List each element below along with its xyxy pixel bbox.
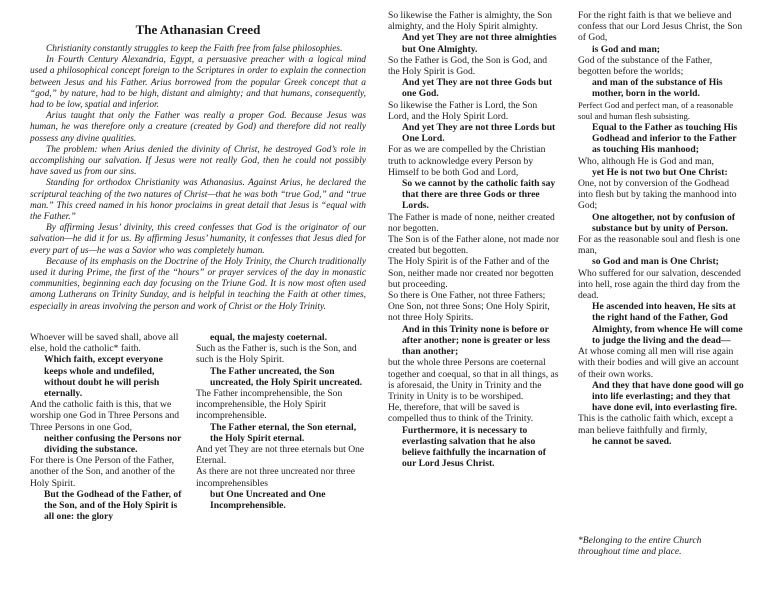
- intro-paragraph: In Fourth Century Alexandria, Egypt, a persuasive preacher with a logical mind used a philosophical concept foreign to the Scriptures in order to explain the connection between Jesus and his Father. Arius borrowed from the popular Greek concept that a “god,” by nature, had to be high, distant and almighty; and that humans, consequently, had to be low, spatial and inferior.: [30, 55, 366, 111]
- creed-line: So the Father is God, the Son is God, and the Holy Spirit is God.: [388, 54, 548, 78]
- intro-paragraph: Christianity constantly struggles to keep the Faith free from false philosophies.: [46, 44, 343, 54]
- page-title: The Athanasian Creed: [135, 22, 261, 37]
- creed-line: For there is One Person of the Father, another of the Son, and another of the Holy Spirit.: [30, 455, 175, 489]
- intro-text: [30, 44, 366, 313]
- intro-paragraph: Arius taught that only the Father was really a proper God. Because Jesus was human, he was therefore only a creature (created by God) and therefore did not really possess any divine qualities.: [30, 111, 366, 144]
- creed-line: At whose coming all men will rise again with their bodies and will give an account of their own works.: [578, 346, 739, 380]
- creed-line: God of the substance of the Father, begotten before the worlds;: [578, 54, 713, 78]
- creed-line: For the right faith is that we believe and confess that our Lord Jesus Christ, the Son of God,: [578, 10, 743, 44]
- creed-line: For as the reasonable soul and flesh is one man,: [578, 234, 740, 257]
- creed-line: The Holy Spirit is of the Father and of the Son, neither made nor created nor begotten but proceeding.: [388, 256, 554, 290]
- creed-line-bold: He ascended into heaven, He sits at the right hand of the Father, God Almighty, from whence He will come to judge the living and the dead—: [592, 301, 743, 346]
- creed-line-bold: And in this Trinity none is before or after another; none is greater or less than another;: [402, 323, 550, 358]
- creed-line: So likewise the Father is Lord, the Son Lord, and the Holy Spirit Lord.: [388, 99, 538, 122]
- creed-column-1: [30, 332, 182, 522]
- creed-line-bold: And yet They are not three almighties but One Almighty.: [402, 32, 557, 55]
- creed-line: Whoever will be saved shall, above all else, hold the catholic* faith.: [30, 332, 179, 355]
- creed-line-bold: equal, the majesty coeternal.: [210, 332, 327, 343]
- creed-line: One, not by conversion of the Godhead into flesh but by taking the manhood into God;: [578, 178, 737, 212]
- creed-line: but the whole three Persons are coeternal together and coequal, so that in all things, as is aforesaid, the Unity in Trinity and the Trinity in Unity is to be worshiped.: [388, 357, 559, 402]
- creed-line-bold: The Father uncreated, the Son uncreated, the Holy Spirit uncreated.: [210, 365, 363, 388]
- creed-line-bold: One altogether, not by confusion of substance but by unity of Person.: [592, 211, 736, 234]
- creed-column-3: [388, 10, 560, 469]
- intro-paragraph: By affirming Jesus’ divinity, this creed confesses that God is the originator of our salvation—he did it for us. By affirming Jesus’ humanity, it confesses that Jesus died for every part of us—he was a Savior who was completely human.: [30, 223, 366, 256]
- creed-column-4: [578, 10, 744, 447]
- creed-line: For as we are compelled by the Christian truth to acknowledge every Person by Himself to be both God and Lord,: [388, 144, 546, 178]
- creed-line-bold: But the Godhead of the Father, of the Son, and of the Holy Spirit is all one: the glory: [44, 488, 182, 523]
- creed-line-bold: Which faith, except everyone keeps whole and undefiled, without doubt he will perish eternally.: [44, 354, 163, 400]
- creed-line: So there is One Father, not three Fathers; One Son, not three Sons; One Holy Spirit, not three Holy Spirits.: [388, 290, 550, 324]
- creed-line: Who suffered for our salvation, descended into hell, rose again the third day from the dead.: [578, 267, 741, 302]
- creed-line-bold: so God and man is One Christ;: [592, 256, 719, 268]
- creed-line: So likewise the Father is almighty, the Son almighty, and the Holy Spirit almighty.: [388, 10, 553, 33]
- intro-paragraph: Because of its emphasis on the Doctrine of the Holy Trinity, the Church traditionally used it during Prime, the first of the “hours” or prayer services of the day in monastic communities, beginning each day focusing on the Triune God. It is now most often used among Lutherans on Trinity Sunday, and is helpful in teaching the Faith at other times, especially in areas involving the person and work of Christ or the Holy Trinity.: [30, 256, 366, 312]
- creed-line-bold: he cannot be saved.: [592, 435, 672, 447]
- creed-line-bold: And yet They are not three Lords but One Lord.: [402, 122, 556, 145]
- creed-line-bold: but One Uncreated and One Incomprehensible.: [210, 488, 326, 512]
- creed-line-bold: So we cannot by the catholic faith say that there are three Gods or three Lords.: [402, 178, 556, 212]
- creed-line-bold: And they that have done good will go into life everlasting; and they that have done evil, into everlasting fire.: [592, 379, 744, 414]
- creed-column-2: [196, 332, 366, 511]
- creed-line: The Father incomprehensible, the Son incomprehensible, the Holy Spirit incomprehensible.: [196, 388, 343, 422]
- creed-line-bold: and man of the substance of His mother, born in the world.: [592, 77, 723, 100]
- creed-line: The Son is of the Father alone, not made nor created but begotten.: [388, 234, 560, 257]
- creed-line: This is the catholic faith which, except a man believe faithfully and firmly,: [578, 413, 734, 436]
- creed-line-bold: Equal to the Father as touching His Godhead and inferior to the Father as touching His manhood;: [592, 122, 738, 156]
- creed-line-bold: neither confusing the Persons nor dividing the substance.: [44, 432, 182, 456]
- creed-line-bold: The Father eternal, the Son eternal, the Holy Spirit eternal.: [210, 421, 357, 444]
- creed-line-bold: yet He is not two but One Christ:: [592, 166, 728, 178]
- creed-line: Who, although He is God and man,: [578, 155, 714, 167]
- creed-line-bold: Furthermore, it is necessary to everlasting salvation that he also believe faithfully the incarnation of our Lord Jesus Christ.: [402, 424, 546, 470]
- creed-line-bold: is God and man;: [592, 43, 660, 55]
- creed-line: He, therefore, that will be saved is compelled thus to think of the Trinity.: [388, 402, 534, 425]
- creed-line: And the catholic faith is this, that we worship one God in Three Persons and Three Persons in one God,: [30, 399, 180, 433]
- creed-line: The Father is made of none, neither created nor begotten.: [388, 211, 555, 234]
- creed-line: Perfect God and perfect man, of a reasonable soul and human flesh subsisting.: [578, 99, 734, 121]
- creed-line: Such as the Father is, such is the Son, and such is the Holy Spirit.: [196, 343, 357, 366]
- creed-line-bold: And yet They are not three Gods but one God.: [402, 77, 553, 100]
- creed-line: And yet They are not three eternals but One Eternal.: [196, 444, 365, 467]
- footnote: *Belonging to the entire Church throughout time and place.: [578, 535, 702, 558]
- intro-paragraph: Standing for orthodox Christianity was Athanasius. Against Arius, he declared the scriptural teaching of the two natures of Christ—that he was both “true God,” and “true man.” This creed named in his honor proclaims in great detail that Jesus is “equal with the Father.”: [30, 178, 366, 223]
- intro-paragraph: The problem: when Arius denied the divinity of Christ, he destroyed God’s role in accomplishing our salvation. If Jesus were not really God, then he could not possibly have saved us from our sins.: [30, 144, 366, 178]
- creed-line: As there are not three uncreated nor three incomprehensibles: [196, 466, 356, 489]
